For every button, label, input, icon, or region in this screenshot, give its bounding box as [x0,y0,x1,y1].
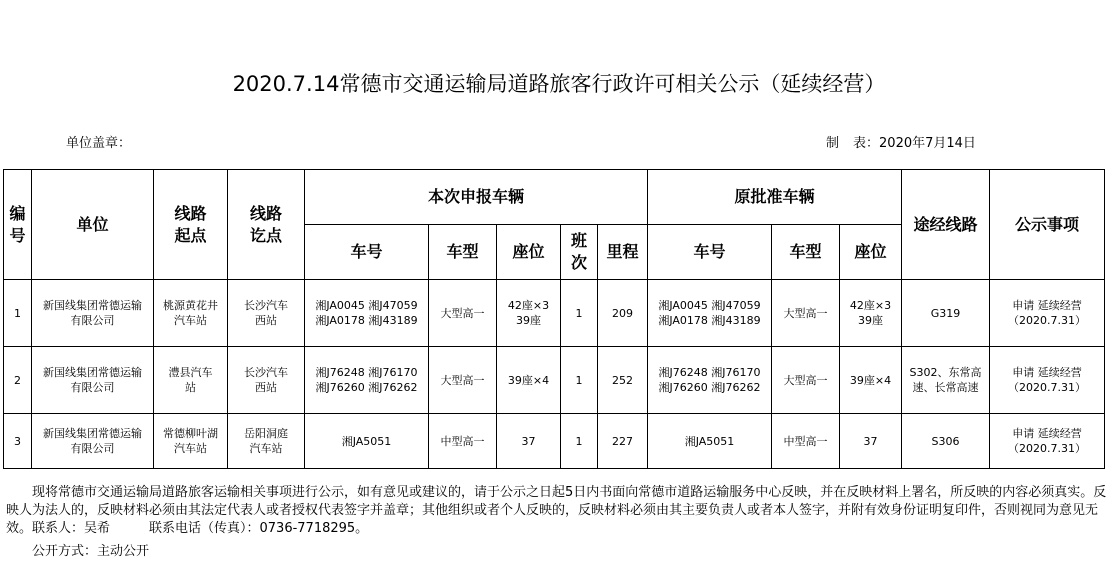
cell-start: 桃源黄花井汽车站 [154,280,228,347]
cell-mileage: 227 [598,414,648,469]
cell-orig-type: 中型高一 [772,414,840,469]
made-date: 2020年7月14日 [879,136,976,151]
cell-notice: 申请 延续经营 （2020.7.31） [990,414,1105,469]
cell-shift: 1 [561,280,598,347]
cell-notice: 申请 延续经营 （2020.7.31） [990,347,1105,414]
header-end: 线路讫点 [228,170,305,280]
cell-route: G319 [902,280,990,347]
table-row [4,414,1105,469]
cell-mileage: 252 [598,347,648,414]
cell-shift: 1 [561,347,598,414]
cell-unit: 新国线集团常德运输有限公司 [32,414,154,469]
header-start: 线路起点 [154,170,228,280]
header-no: 编号 [4,170,32,280]
cell-orig-seats: 37 [840,414,902,469]
cell-end: 长沙汽车西站 [228,280,305,347]
cell-unit: 新国线集团常德运输有限公司 [32,347,154,414]
cell-unit: 新国线集团常德运输有限公司 [32,280,154,347]
cell-type: 大型高一 [429,280,497,347]
cell-type: 中型高一 [429,414,497,469]
permit-table [3,169,1105,469]
cell-end: 岳阳洞庭汽车站 [228,414,305,469]
header-shift: 班次 [561,225,598,280]
cell-notice: 申请 延续经营 （2020.7.31） [990,280,1105,347]
cell-plates: 湘JA0045 湘J47059 湘JA0178 湘J43189 [305,280,429,347]
header-plate: 车号 [305,225,429,280]
cell-start: 常德柳叶湖汽车站 [154,414,228,469]
cell-orig-seats: 42座×3 39座 [840,280,902,347]
cell-no: 3 [4,414,32,469]
cell-seats: 39座×4 [497,347,561,414]
notice-paragraph: 现将常德市交通运输局道路旅客运输相关事项进行公示，如有意见或建议的，请于公示之日起5日内书面向常德市道路运输服务中心反映，并在反映材料上署名，所反映的内容必须真实。反映人为法人的，反映材料必须由其法定代表人或者授权代表签字并盖章；其他组织或者个人反映的，反映材料必须由其主要负责人或者本人签字，并附有效身份证明复印件，否则视同为意见无效。联系人：吴希 联系电话（传真）：0736-7718295。 [6,485,1107,536]
notice-text [6,484,1114,538]
made-info [826,132,976,151]
page-title: 2020.7.14常德市交通运输局道路旅客行政许可相关公示（延续经营） [232,72,886,96]
header-orig-type: 车型 [772,225,840,280]
cell-plates: 湘JA5051 [305,414,429,469]
cell-seats: 42座×3 39座 [497,280,561,347]
made-label-1: 制 [826,136,840,151]
public-mode: 公开方式：主动公开 [32,544,150,559]
cell-route: S302、东常高速、长常高速 [902,347,990,414]
cell-orig-plates: 湘J76248 湘J76170 湘J76260 湘J76262 [648,347,772,414]
header-unit: 单位 [32,170,154,280]
cell-plates: 湘J76248 湘J76170 湘J76260 湘J76262 [305,347,429,414]
cell-orig-plates: 湘JA5051 [648,414,772,469]
header-route: 途经线路 [902,170,990,280]
header-orig-plate: 车号 [648,225,772,280]
cell-orig-type: 大型高一 [772,347,840,414]
made-label-2: 表： [853,136,880,151]
cell-orig-type: 大型高一 [772,280,840,347]
cell-type: 大型高一 [429,347,497,414]
header-original-group: 原批准车辆 [648,170,902,225]
cell-orig-plates: 湘JA0045 湘J47059 湘JA0178 湘J43189 [648,280,772,347]
cell-end: 长沙汽车西站 [228,347,305,414]
seal-label: 单位盖章： [66,136,132,151]
cell-seats: 37 [497,414,561,469]
header-applied-group: 本次申报车辆 [305,170,648,225]
cell-mileage: 209 [598,280,648,347]
header-type: 车型 [429,225,497,280]
table-row [4,347,1105,414]
header-mileage: 里程 [598,225,648,280]
cell-route: S306 [902,414,990,469]
header-notice: 公示事项 [990,170,1105,280]
cell-shift: 1 [561,414,598,469]
cell-no: 2 [4,347,32,414]
cell-start: 澧县汽车站 [154,347,228,414]
table-row [4,280,1105,347]
header-seats: 座位 [497,225,561,280]
cell-orig-seats: 39座×4 [840,347,902,414]
cell-no: 1 [4,280,32,347]
header-orig-seats: 座位 [840,225,902,280]
